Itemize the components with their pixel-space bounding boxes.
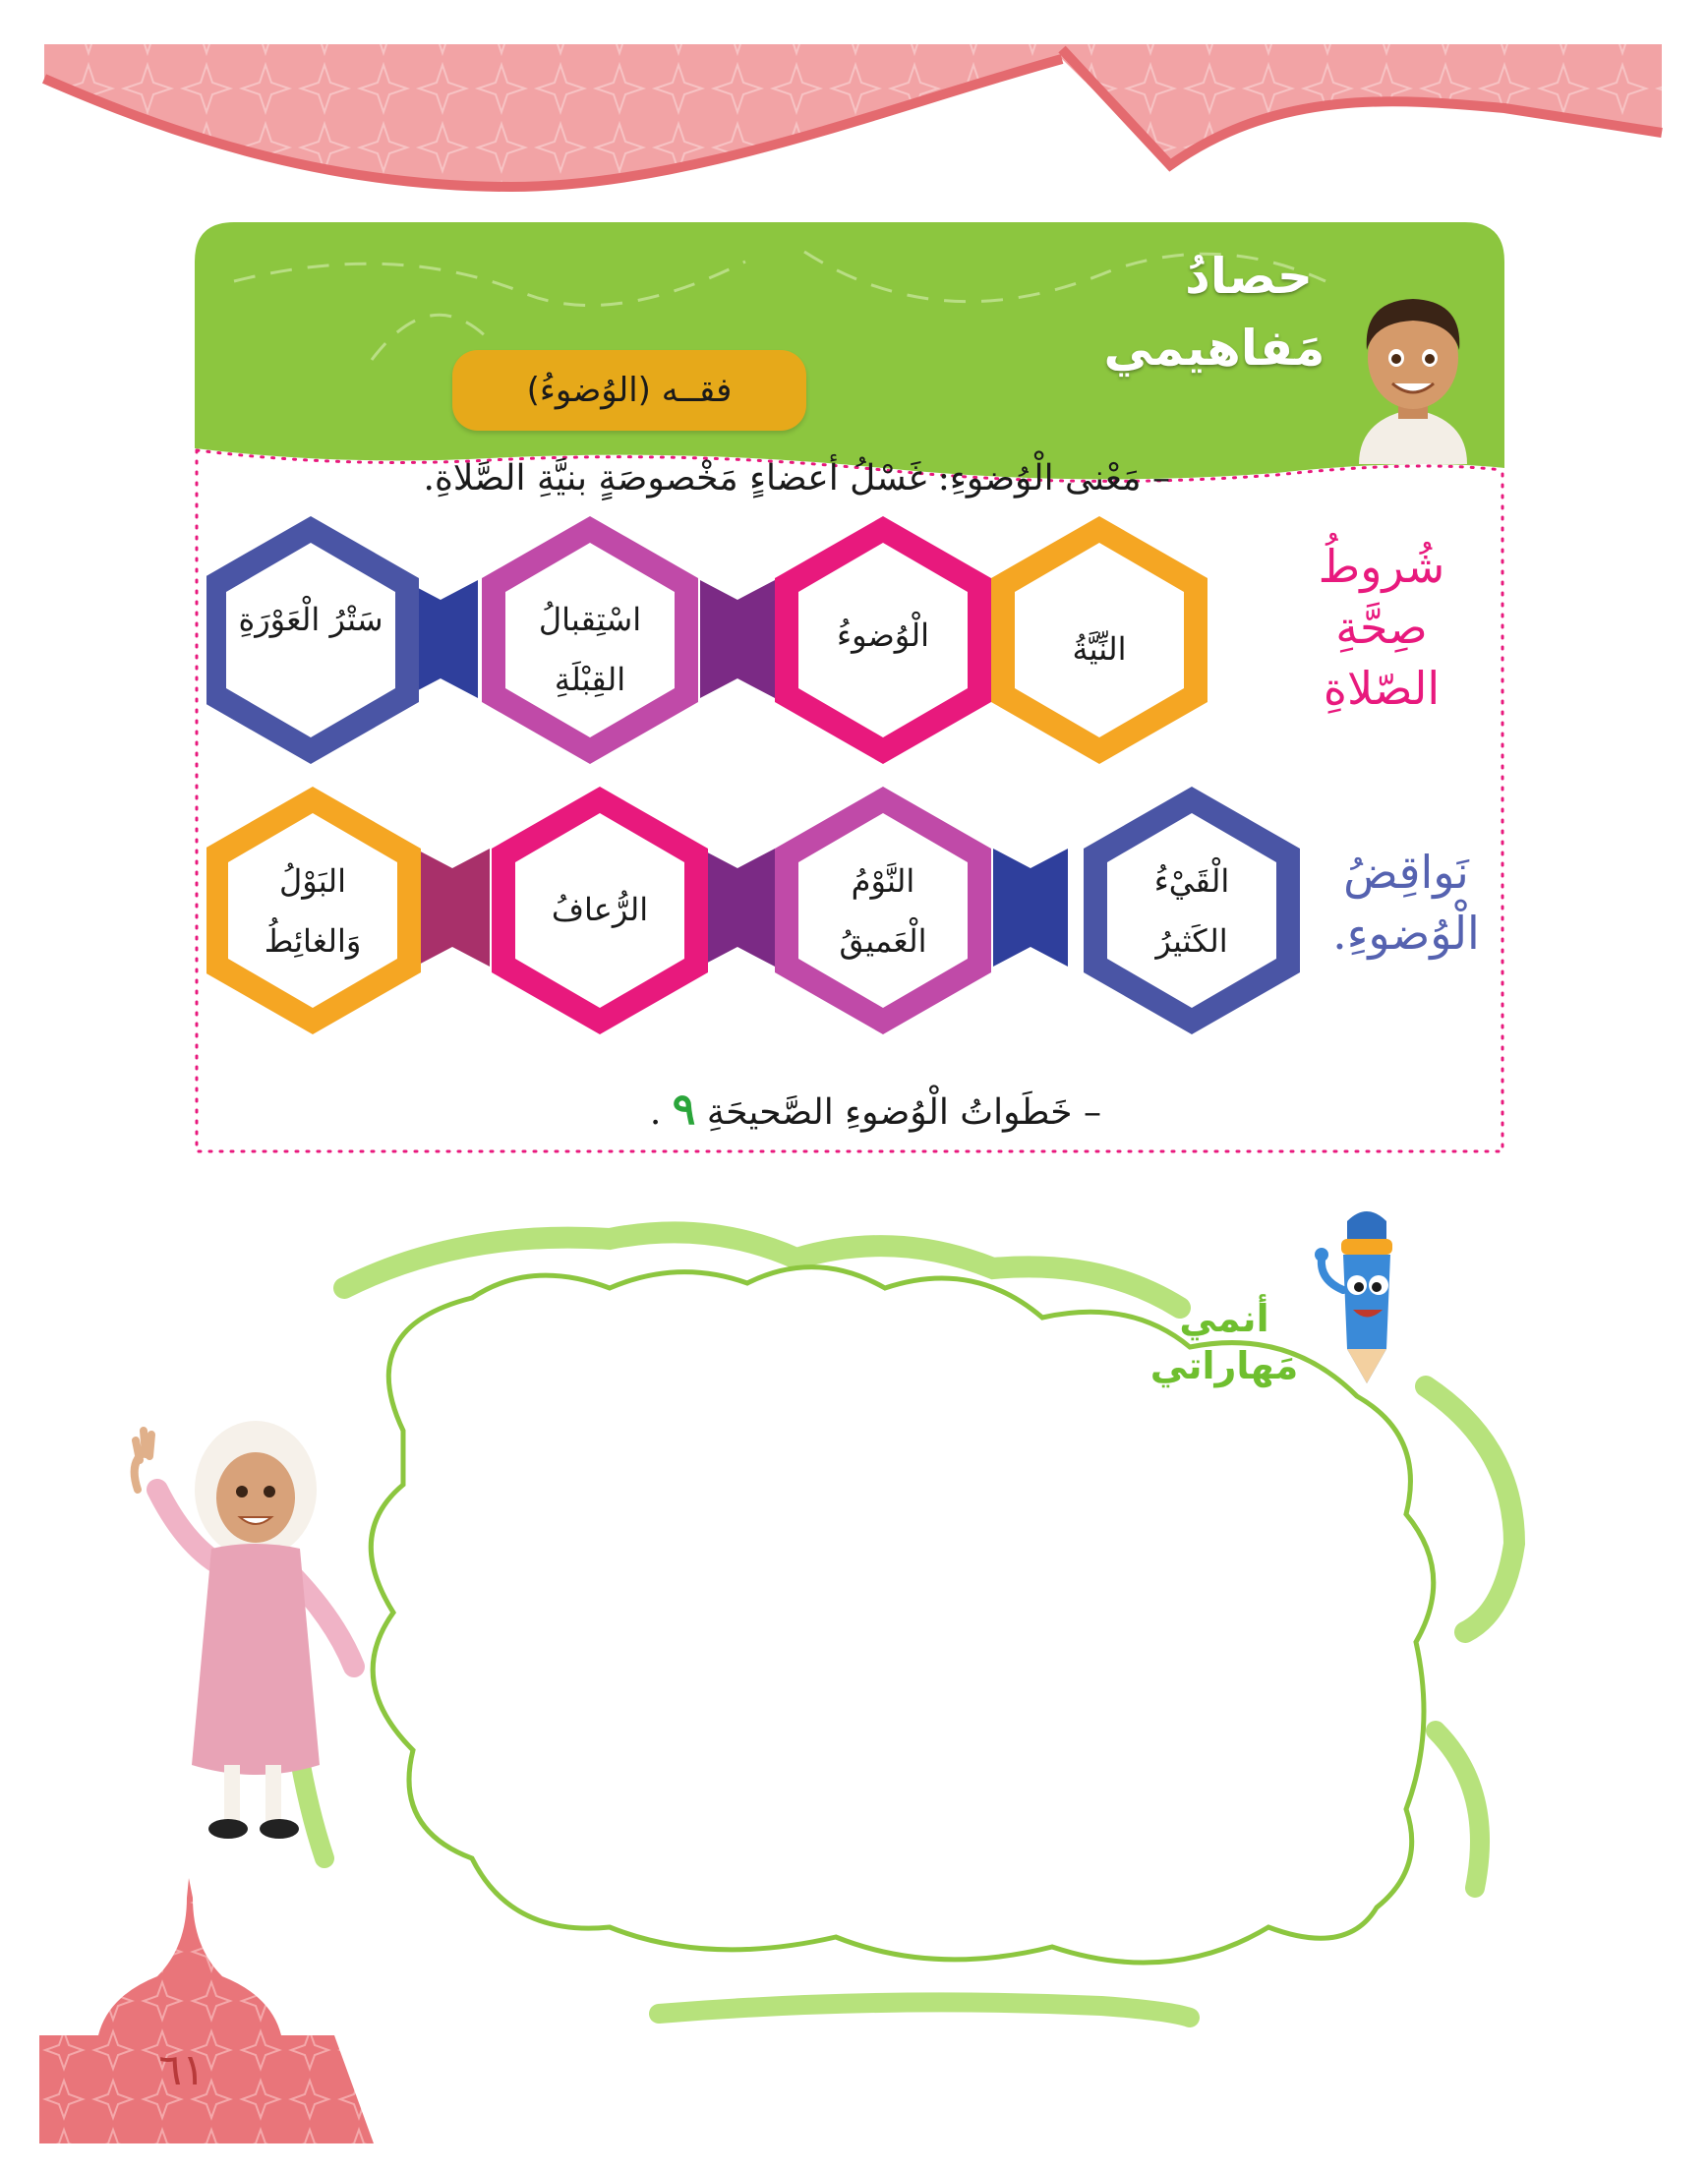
nullifier-item-2: النَّوْمُ الْعَميقُ xyxy=(839,862,927,960)
nullifier-item-3: الرُّعافُ xyxy=(551,891,649,928)
definition-text: – مَعْنى الْوُضوءِ: غَسْلُ أعضاءٍ مَخْصوصَةٍ بنيَّةِ الصَّلاةِ. xyxy=(423,458,1170,499)
section-title-line2: مَفاهيمي xyxy=(1103,320,1325,377)
lesson-title-pill xyxy=(452,350,806,431)
conditions-label: شُروطُ صِحَّةِ الصّلاةِ xyxy=(1318,540,1445,716)
girl-character xyxy=(118,1421,374,1853)
header-banner xyxy=(0,0,1708,197)
lesson-title: فقــه (الوُضوءُ) xyxy=(526,371,733,410)
steps-period: . xyxy=(649,1092,662,1133)
section-title-line1: حصادُ xyxy=(1185,248,1313,305)
page-number: ٦١ xyxy=(158,2045,206,2095)
boy-avatar xyxy=(1349,281,1477,464)
condition-item-1: النِّيَّةُ xyxy=(1072,630,1127,668)
steps-number: ٩ xyxy=(672,1085,696,1135)
condition-item-4: سَتْرُ الْعَوْرَةِ xyxy=(238,601,383,638)
pencil-mascot xyxy=(1308,1202,1426,1388)
condition-item-2: الْوُضوءُ xyxy=(837,616,929,654)
skills-title-line1: أنمي xyxy=(1179,1297,1269,1340)
footer-dome xyxy=(39,1878,374,2143)
nullifiers-label: نَواقِضُ الْوُضوءِ. xyxy=(1332,846,1480,961)
nullifier-item-4: البَوْلُ وَالغائِطُ xyxy=(264,862,362,960)
nullifier-item-1: الْقَيْءُ الكَثيرُ xyxy=(1153,862,1230,960)
steps-text: – خَطَواتُ الْوُضوءِ الصَّحيحَةِ xyxy=(706,1092,1101,1133)
skills-title xyxy=(1131,1296,1318,1389)
skills-title-line2: مَهاراتي xyxy=(1149,1343,1299,1387)
condition-item-3: اسْتِقبالُ القِبْلَةِ xyxy=(538,601,642,698)
steps-line xyxy=(610,1085,1101,1135)
